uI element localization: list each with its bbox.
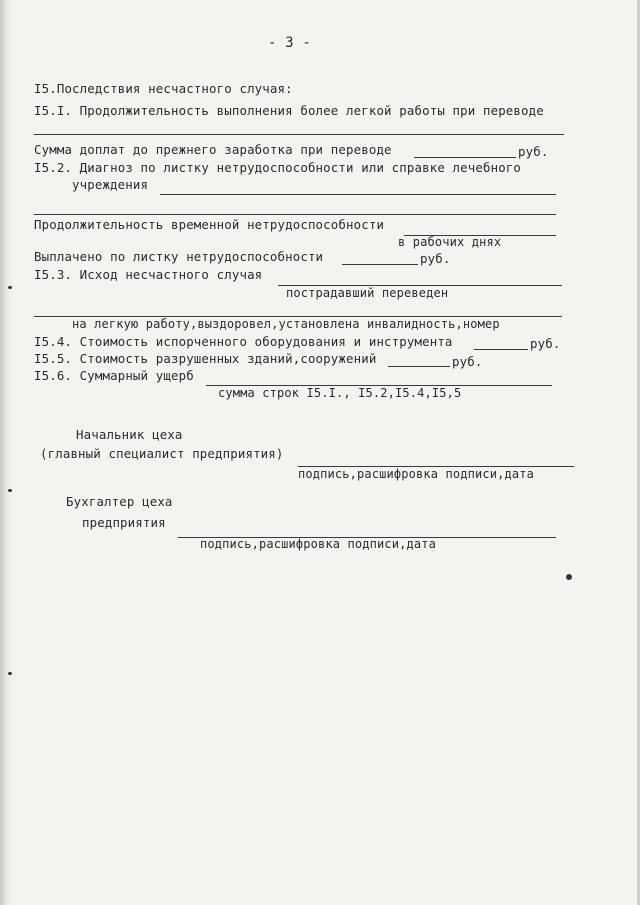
- item-15-1-label: I5.I. Продолжительность выполнения более легкой работы при переводе: [34, 103, 544, 118]
- item-15-2-duration-label: Продолжительность временной нетрудоспособности: [34, 217, 385, 232]
- equipment-currency: руб.: [530, 336, 561, 351]
- total-damage-hint: сумма строк I5.I., I5.2,I5.4,I5,5: [218, 386, 462, 400]
- chief-signature-hint: подпись,расшифровка подписи,дата: [298, 467, 534, 481]
- surcharge-currency: руб.: [518, 144, 549, 159]
- buildings-currency: руб.: [452, 354, 483, 369]
- accountant-subtitle: предприятия: [82, 515, 166, 530]
- section-15-title: I5.Последствия несчастного случая:: [34, 81, 293, 96]
- surcharge-field: [414, 157, 516, 158]
- margin-mark: [8, 672, 12, 675]
- scan-edge-shadow: [0, 0, 12, 905]
- item-15-1-field: [34, 134, 564, 135]
- accountant-signature-hint: подпись,расшифровка подписи,дата: [200, 537, 436, 551]
- item-15-2-label: I5.2. Диагноз по листку нетрудоспособности или справке лечебного: [34, 160, 522, 175]
- item-15-5-label: I5.5. Стоимость разрушенных зданий,сооружений: [34, 351, 377, 366]
- chief-title: Начальник цеха: [76, 427, 183, 442]
- duration-hint: в рабочих днях: [398, 235, 502, 249]
- item-15-3-label: I5.3. Исход несчастного случая: [34, 267, 263, 282]
- item-15-4-label: I5.4. Стоимость испорченного оборудования и инструмента: [34, 334, 453, 349]
- outcome-hint-2: на легкую работу,выздоровел,установлена инвалидность,номер: [72, 317, 500, 331]
- outcome-hint-1: пострадавший переведен: [286, 286, 449, 300]
- accountant-title: Бухгалтер цеха: [66, 494, 173, 509]
- diagnosis-field-1: [160, 194, 556, 195]
- buildings-cost-field: [388, 366, 450, 367]
- item-15-2-label-cont: учреждения: [72, 177, 149, 192]
- page-number: - 3 -: [268, 35, 311, 51]
- item-15-2-paid-label: Выплачено по листку нетрудоспособности: [34, 249, 324, 264]
- ink-dot-mark: [566, 574, 572, 580]
- chief-subtitle: (главный специалист предприятия): [40, 446, 284, 461]
- equipment-cost-field: [474, 349, 528, 350]
- item-15-6-label: I5.6. Суммарный ущерб: [34, 368, 194, 383]
- margin-mark: [8, 286, 12, 289]
- diagnosis-field-2: [34, 214, 556, 215]
- paid-currency: руб.: [420, 251, 451, 266]
- margin-mark: [8, 489, 12, 492]
- paid-field: [342, 264, 418, 265]
- item-15-1-surcharge-label: Сумма доплат до прежнего заработка при переводе: [34, 142, 392, 157]
